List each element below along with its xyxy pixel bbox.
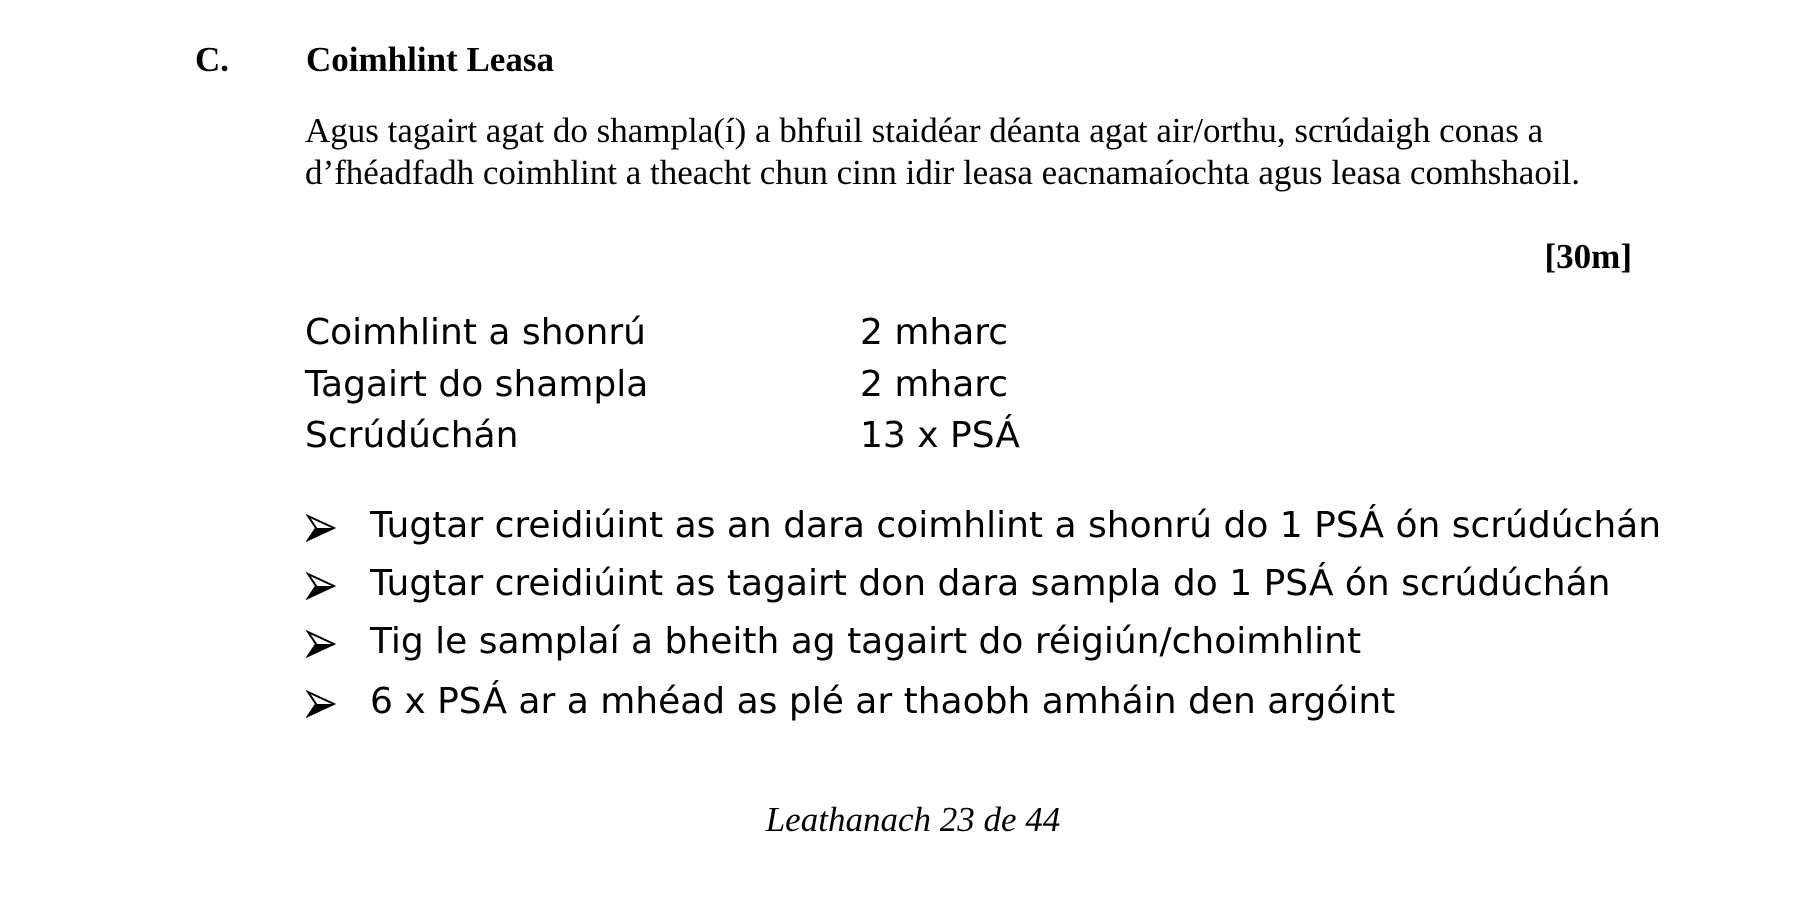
scheme-row-value: 13 x PSÁ — [860, 415, 1020, 456]
bullet-text: Tugtar creidiúint as an dara coimhlint a shonrú do 1 PSÁ ón scrúdúchán — [370, 505, 1662, 546]
arrowhead-bullet-icon — [306, 630, 336, 658]
question-marks: [30m] — [1544, 237, 1632, 276]
scheme-row-label: Tagairt do shampla — [305, 364, 649, 405]
page-number: Leathanach 23 de 44 — [765, 800, 1061, 839]
question-text: Agus tagairt agat do shampla(í) a bhfuil staidéar déanta agat air/orthu, scrúdaigh conas a d’fhéadfadh coimhlint a theacht chun cinn idir leasa eacnamaíochta agus leasa comhshaoil. — [305, 111, 1581, 192]
scheme-row-label: Coimhlint a shonrú — [305, 312, 646, 353]
scheme-row-value: 2 mharc — [860, 364, 1009, 405]
scheme-row-label: Scrúdúchán — [305, 415, 519, 456]
arrowhead-bullet-icon — [306, 572, 336, 600]
section-title: Coimhlint Leasa — [306, 40, 554, 79]
scheme-row-value: 2 mharc — [860, 312, 1009, 353]
arrowhead-bullet-icon — [306, 690, 336, 718]
arrowhead-bullet-icon — [306, 514, 336, 542]
bullet-text: Tig le samplaí a bheith ag tagairt do réigiún/choimhlint — [370, 621, 1362, 662]
bullet-text: 6 x PSÁ ar a mhéad as plé ar thaobh amháin den argóint — [370, 681, 1396, 722]
bullet-text: Tugtar creidiúint as tagairt don dara sampla do 1 PSÁ ón scrúdúchán — [370, 563, 1611, 604]
section-letter: C. — [195, 40, 230, 79]
